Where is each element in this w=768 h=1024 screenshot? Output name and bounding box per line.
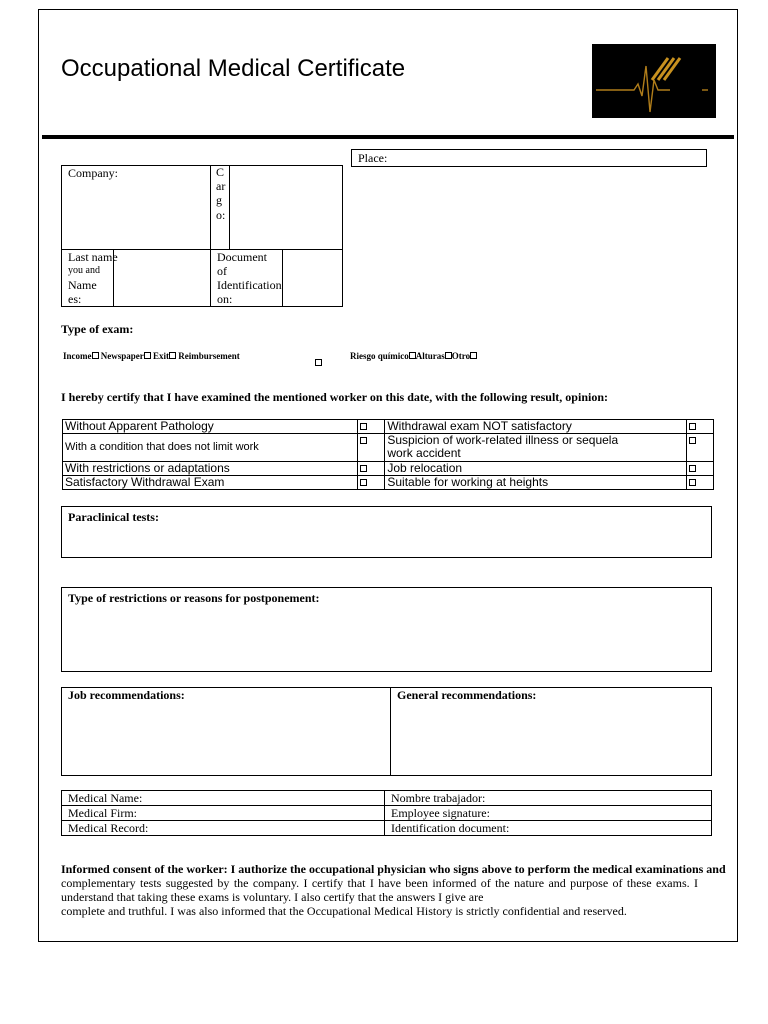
job-recommendations-label: Job recommendations:	[68, 688, 185, 702]
place-field[interactable]	[351, 149, 707, 167]
result-label: Suitable for working at heights	[385, 476, 687, 490]
result-checkbox[interactable]	[358, 434, 385, 462]
result-checkbox[interactable]	[358, 476, 385, 490]
exam-options-left	[63, 351, 240, 362]
consent-heading: Informed consent of the worker: I authorize the occupational physician who signs above to perform the medical examinations and	[61, 862, 726, 876]
table-row	[63, 420, 714, 434]
place-label: Place:	[358, 151, 388, 165]
page-title: Occupational Medical Certificate	[61, 55, 406, 82]
cargo-label: Cargo:	[216, 165, 226, 222]
checkbox[interactable]	[169, 352, 176, 359]
exam-option-exit: Exit	[153, 351, 170, 361]
result-label: Satisfactory Withdrawal Exam	[63, 476, 358, 490]
checkbox[interactable]	[144, 352, 151, 359]
document-id-input[interactable]	[283, 250, 342, 306]
exam-option-reimbursement: Reimbursement	[178, 351, 240, 361]
result-checkbox[interactable]	[358, 420, 385, 434]
result-label: With a condition that does not limit work	[63, 434, 358, 462]
result-checkbox[interactable]	[686, 476, 713, 490]
consent-body: complementary tests suggested by the company. I certify that I have been informed of the nature and purpose of these exams. I understand that taking these exams is voluntary. I also certify that the answers I give are	[61, 876, 698, 904]
checkbox[interactable]	[409, 352, 416, 359]
result-checkbox[interactable]	[686, 462, 713, 476]
table-row	[62, 821, 712, 836]
medical-name-field[interactable]: Medical Name:	[62, 791, 385, 806]
result-checkbox[interactable]	[686, 420, 713, 434]
consent-last-line: complete and truthful. I was also informed that the Occupational Medical History is strictly confidential and reserved.	[61, 904, 627, 918]
result-label: Job relocation	[385, 462, 687, 476]
exam-option-newspaper: Newspaper	[100, 351, 144, 361]
document-id-label: Document of Identification on:	[217, 250, 282, 306]
checkbox[interactable]	[315, 353, 322, 371]
lastname-input[interactable]	[114, 250, 210, 306]
result-checkbox[interactable]	[358, 462, 385, 476]
worker-name-field[interactable]: Nombre trabajador:	[385, 791, 712, 806]
restrictions-label: Type of restrictions or reasons for postponement:	[68, 591, 320, 605]
company-input[interactable]	[230, 166, 342, 248]
exam-option-heights: Alturas	[415, 351, 445, 361]
exam-option-chemical-risk: Riesgo químico	[350, 351, 409, 361]
employee-signature-field[interactable]: Employee signature:	[385, 806, 712, 821]
result-label: Without Apparent Pathology	[63, 420, 358, 434]
checkbox[interactable]	[470, 352, 477, 359]
result-label: Suspicion of work-related illness or sequela work accident	[385, 434, 687, 462]
medical-record-field[interactable]: Medical Record:	[62, 821, 385, 836]
results-table	[62, 419, 714, 490]
company-label: Company:	[68, 166, 118, 180]
result-checkbox[interactable]	[686, 434, 713, 462]
heartbeat-icon	[592, 44, 716, 118]
signature-table	[61, 790, 712, 836]
restrictions-box[interactable]	[61, 587, 712, 672]
identification-document-field[interactable]: Identification document:	[385, 821, 712, 836]
exam-options-right	[350, 351, 477, 362]
header-divider	[42, 135, 734, 139]
paraclinical-box[interactable]	[61, 506, 712, 558]
checkbox[interactable]	[445, 352, 452, 359]
general-recommendations-label: General recommendations:	[397, 688, 537, 702]
result-label: With restrictions or adaptations	[63, 462, 358, 476]
table-row	[63, 462, 714, 476]
grid-line	[210, 165, 211, 307]
informed-consent	[61, 862, 751, 918]
table-row	[63, 434, 714, 462]
result-label: Withdrawal exam NOT satisfactory	[385, 420, 687, 434]
paraclinical-label: Paraclinical tests:	[68, 510, 159, 524]
exam-option-other: Otro	[451, 351, 471, 361]
exam-option-income: Income	[63, 351, 92, 361]
exam-type-heading: Type of exam:	[61, 322, 134, 336]
lastname-label: Last name you and Name es:	[68, 250, 118, 306]
certify-statement: I hereby certify that I have examined the mentioned worker on this date, with the following result, opinion:	[61, 390, 608, 404]
medical-firm-field[interactable]: Medical Firm:	[62, 806, 385, 821]
table-row	[62, 791, 712, 806]
grid-line	[390, 687, 391, 776]
checkbox[interactable]	[92, 352, 99, 359]
table-row	[62, 806, 712, 821]
table-row	[63, 476, 714, 490]
